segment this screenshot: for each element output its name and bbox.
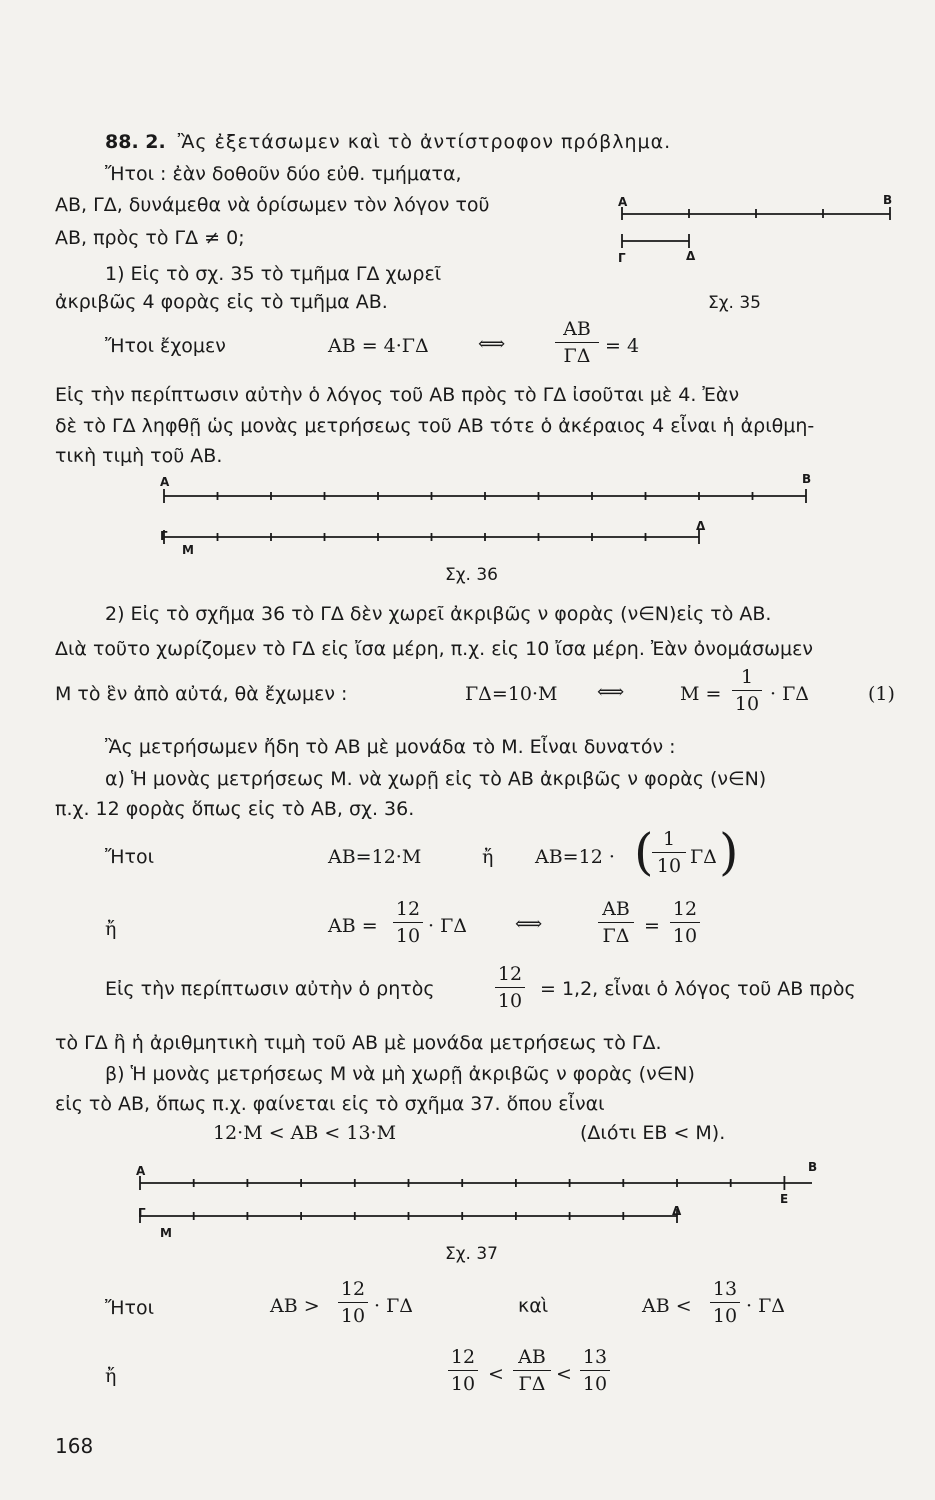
text-line: 1) Εἰς τὸ σχ. 35 τὸ τμῆμα ΓΔ χωρεῖ xyxy=(105,263,442,285)
numerator: 12 xyxy=(340,1278,366,1300)
denominator: 10 xyxy=(448,1370,478,1397)
eq2-rhs-b: ΓΔ xyxy=(690,846,717,868)
denominator: 10 xyxy=(710,1302,740,1329)
eq5-lt-1: < xyxy=(488,1363,504,1385)
para2-fraction xyxy=(732,664,762,717)
eq2-lead: Ἤτοι xyxy=(105,846,155,868)
eq1-denominator: ΓΔ xyxy=(555,342,599,369)
eq1-rhs: = 4 xyxy=(605,335,640,357)
eq5-fraction-2 xyxy=(513,1344,551,1397)
point-a-label: Α xyxy=(618,195,628,209)
para2-arrow: ⟺ xyxy=(597,681,625,703)
inequality: 12·Μ < ΑΒ < 13·Μ xyxy=(213,1122,397,1144)
point-d-label: Δ xyxy=(696,519,706,533)
eq4-lead: Ἤτοι xyxy=(105,1297,155,1319)
text-line: εἰς τὸ ΑΒ, ὅπως π.χ. φαίνεται εἰς τὸ σχῆμα 37. ὅπου εἶναι xyxy=(55,1093,605,1115)
para3-fraction xyxy=(495,961,525,1014)
figure-35-caption: Σχ. 35 xyxy=(708,293,762,313)
figure-35 xyxy=(610,190,900,270)
para2-numerator: 1 xyxy=(740,666,754,688)
point-e-label: Ε xyxy=(780,1192,789,1206)
point-b-label: Β xyxy=(802,472,812,486)
text-line: Μ τὸ ἓν ἀπὸ αὐτά, θὰ ἔχωμεν : xyxy=(55,683,348,705)
left-paren: ( xyxy=(634,823,654,881)
text-line: = 1,2, εἶναι ὁ λόγος τοῦ ΑΒ πρὸς xyxy=(540,978,856,1000)
eq5-fraction-1 xyxy=(448,1344,478,1397)
point-g-label: Γ xyxy=(160,529,168,543)
denominator: ΓΔ xyxy=(598,922,634,949)
text-line: β) Ἡ μονὰς μετρήσεως Μ νὰ μὴ χωρῇ ἀκριβῶς ν φορὰς (ν∈Ν) xyxy=(105,1063,695,1085)
eq3-equals: = xyxy=(644,915,660,937)
eq3-fraction-2 xyxy=(598,896,634,949)
eq3-arrow: ⟺ xyxy=(515,913,543,935)
numerator: 12 xyxy=(497,963,523,985)
text-line: π.χ. 12 φορὰς ὅπως εἰς τὸ ΑΒ, σχ. 36. xyxy=(55,798,415,820)
denominator: ΓΔ xyxy=(513,1370,551,1397)
point-d-label: Δ xyxy=(672,1204,682,1218)
eq4-lhs-a: ΑΒ > xyxy=(270,1295,320,1317)
eq2-rhs-a: ΑΒ=12 · xyxy=(535,846,615,868)
text-line: τικὴ τιμὴ τοῦ ΑΒ. xyxy=(55,445,223,467)
point-m-label: Μ xyxy=(182,543,194,557)
text-line: τὸ ΓΔ ἢ ἡ ἀριθμητικὴ τιμὴ τοῦ ΑΒ μὲ μονάδα μετρήσεως τὸ ΓΔ. xyxy=(55,1032,662,1054)
text-line: ΑΒ, πρὸς τὸ ΓΔ ≠ 0; xyxy=(55,227,245,249)
eq4-rhs-b: · ΓΔ xyxy=(746,1295,785,1317)
text-line: ΑΒ, ΓΔ, δυνάμεθα νὰ ὁρίσωμεν τὸν λόγον τοῦ xyxy=(55,194,490,216)
eq4-rhs-a: ΑΒ < xyxy=(642,1295,692,1317)
eq1-lhs: ΑΒ = 4·ΓΔ xyxy=(328,335,429,357)
eq1-arrow: ⟺ xyxy=(478,333,506,355)
point-d-label: Δ xyxy=(686,249,696,263)
numerator: 12 xyxy=(450,1346,476,1368)
text-line: Ἂς μετρήσωμεν ἤδη τὸ ΑΒ μὲ μονάδα τὸ Μ. Εἶναι δυνατόν : xyxy=(105,736,676,758)
section-intro: Ἂς ἐξετάσωμεν καὶ τὸ ἀντίστροφον πρόβλημα. xyxy=(177,131,672,153)
numerator: 13 xyxy=(712,1278,738,1300)
eq3-lhs-b: · ΓΔ xyxy=(428,915,467,937)
numerator: 12 xyxy=(395,898,421,920)
text-line: Εἰς τὴν περίπτωσιν αὐτὴν ὁ λόγος τοῦ ΑΒ πρὸς τὸ ΓΔ ἰσοῦται μὲ 4. Ἐὰν xyxy=(55,384,740,406)
eq1-lead: Ἤτοι ἔχομεν xyxy=(105,335,226,357)
eq2-fraction xyxy=(652,826,686,879)
eq2-numerator: 1 xyxy=(662,828,676,850)
eq3-fraction-3 xyxy=(670,896,700,949)
point-g-label: Γ xyxy=(618,251,626,265)
text-line: α) Ἡ μονὰς μετρήσεως Μ. νὰ χωρῇ εἰς τὸ ΑΒ ἀκριβῶς ν φορὰς (ν∈Ν) xyxy=(105,768,767,790)
point-m-label: Μ xyxy=(160,1226,172,1240)
section-number: 88. 2. xyxy=(105,131,166,153)
page-number: 168 xyxy=(55,1434,94,1458)
eq4-fraction-1 xyxy=(338,1276,368,1329)
eq3-lead: ἤ xyxy=(105,918,117,940)
numerator: ΑΒ xyxy=(602,898,630,920)
section-heading xyxy=(105,130,671,154)
point-g-label: Γ xyxy=(138,1206,146,1220)
denominator: 10 xyxy=(580,1370,610,1397)
eq4-and: καὶ xyxy=(518,1295,549,1317)
eq2-lhs: ΑΒ=12·Μ xyxy=(328,846,422,868)
numerator: 12 xyxy=(672,898,698,920)
point-b-label: Β xyxy=(808,1160,818,1174)
eq1-fraction xyxy=(555,316,599,369)
right-paren: ) xyxy=(719,823,739,881)
numerator: ΑΒ xyxy=(518,1346,546,1368)
figure-37 xyxy=(130,1155,830,1245)
text-line: ἀκριβῶς 4 φορὰς εἰς τὸ τμῆμα ΑΒ. xyxy=(55,291,388,313)
eq4-lhs-b: · ΓΔ xyxy=(374,1295,413,1317)
eq1-numerator: ΑΒ xyxy=(563,318,591,340)
figure-37-caption: Σχ. 37 xyxy=(445,1244,499,1264)
equation-tag: (1) xyxy=(868,683,895,705)
figure-36 xyxy=(150,470,830,560)
text-line: Ἤτοι : ἐὰν δοθοῦν δύο εὐθ. τμήματα, xyxy=(105,163,462,185)
point-a-label: Α xyxy=(160,475,170,489)
eq5-lead: ἤ xyxy=(105,1365,117,1387)
text-line: δὲ τὸ ΓΔ ληφθῇ ὡς μονὰς μετρήσεως τοῦ ΑΒ τότε ὁ ἀκέραιος 4 εἶναι ἡ ἀριθμη- xyxy=(55,415,815,437)
eq2-or: ἤ xyxy=(482,846,494,868)
denominator: 10 xyxy=(670,922,700,949)
point-a-label: Α xyxy=(136,1164,146,1178)
para2-eq-b: Μ = xyxy=(680,683,722,705)
denominator: 10 xyxy=(338,1302,368,1329)
numerator: 13 xyxy=(582,1346,608,1368)
para2-denominator: 10 xyxy=(732,690,762,717)
eq3-fraction-1 xyxy=(393,896,423,949)
para2-eq-a: ΓΔ=10·Μ xyxy=(465,683,558,705)
reason: (Διότι ΕΒ < Μ). xyxy=(580,1122,726,1144)
eq5-lt-2: < xyxy=(556,1363,572,1385)
figure-36-caption: Σχ. 36 xyxy=(445,565,499,585)
eq5-fraction-3 xyxy=(580,1344,610,1397)
denominator: 10 xyxy=(393,922,423,949)
text-line: Διὰ τοῦτο χωρίζομεν τὸ ΓΔ εἰς ἴσα μέρη, π.χ. εἰς 10 ἴσα μέρη. Ἐὰν ὀνομάσωμεν xyxy=(55,638,813,660)
eq2-denominator: 10 xyxy=(652,852,686,879)
eq4-fraction-2 xyxy=(710,1276,740,1329)
text-line: Εἰς τὴν περίπτωσιν αὐτὴν ὁ ρητὸς xyxy=(105,978,435,1000)
text-line: 2) Εἰς τὸ σχῆμα 36 τὸ ΓΔ δὲν χωρεῖ ἀκριβῶς ν φορὰς (ν∈Ν)εἰς τὸ ΑΒ. xyxy=(105,603,772,625)
para2-eq-c: · ΓΔ xyxy=(770,683,809,705)
eq3-lhs-a: ΑΒ = xyxy=(328,915,378,937)
point-b-label: Β xyxy=(883,193,893,207)
denominator: 10 xyxy=(495,987,525,1014)
